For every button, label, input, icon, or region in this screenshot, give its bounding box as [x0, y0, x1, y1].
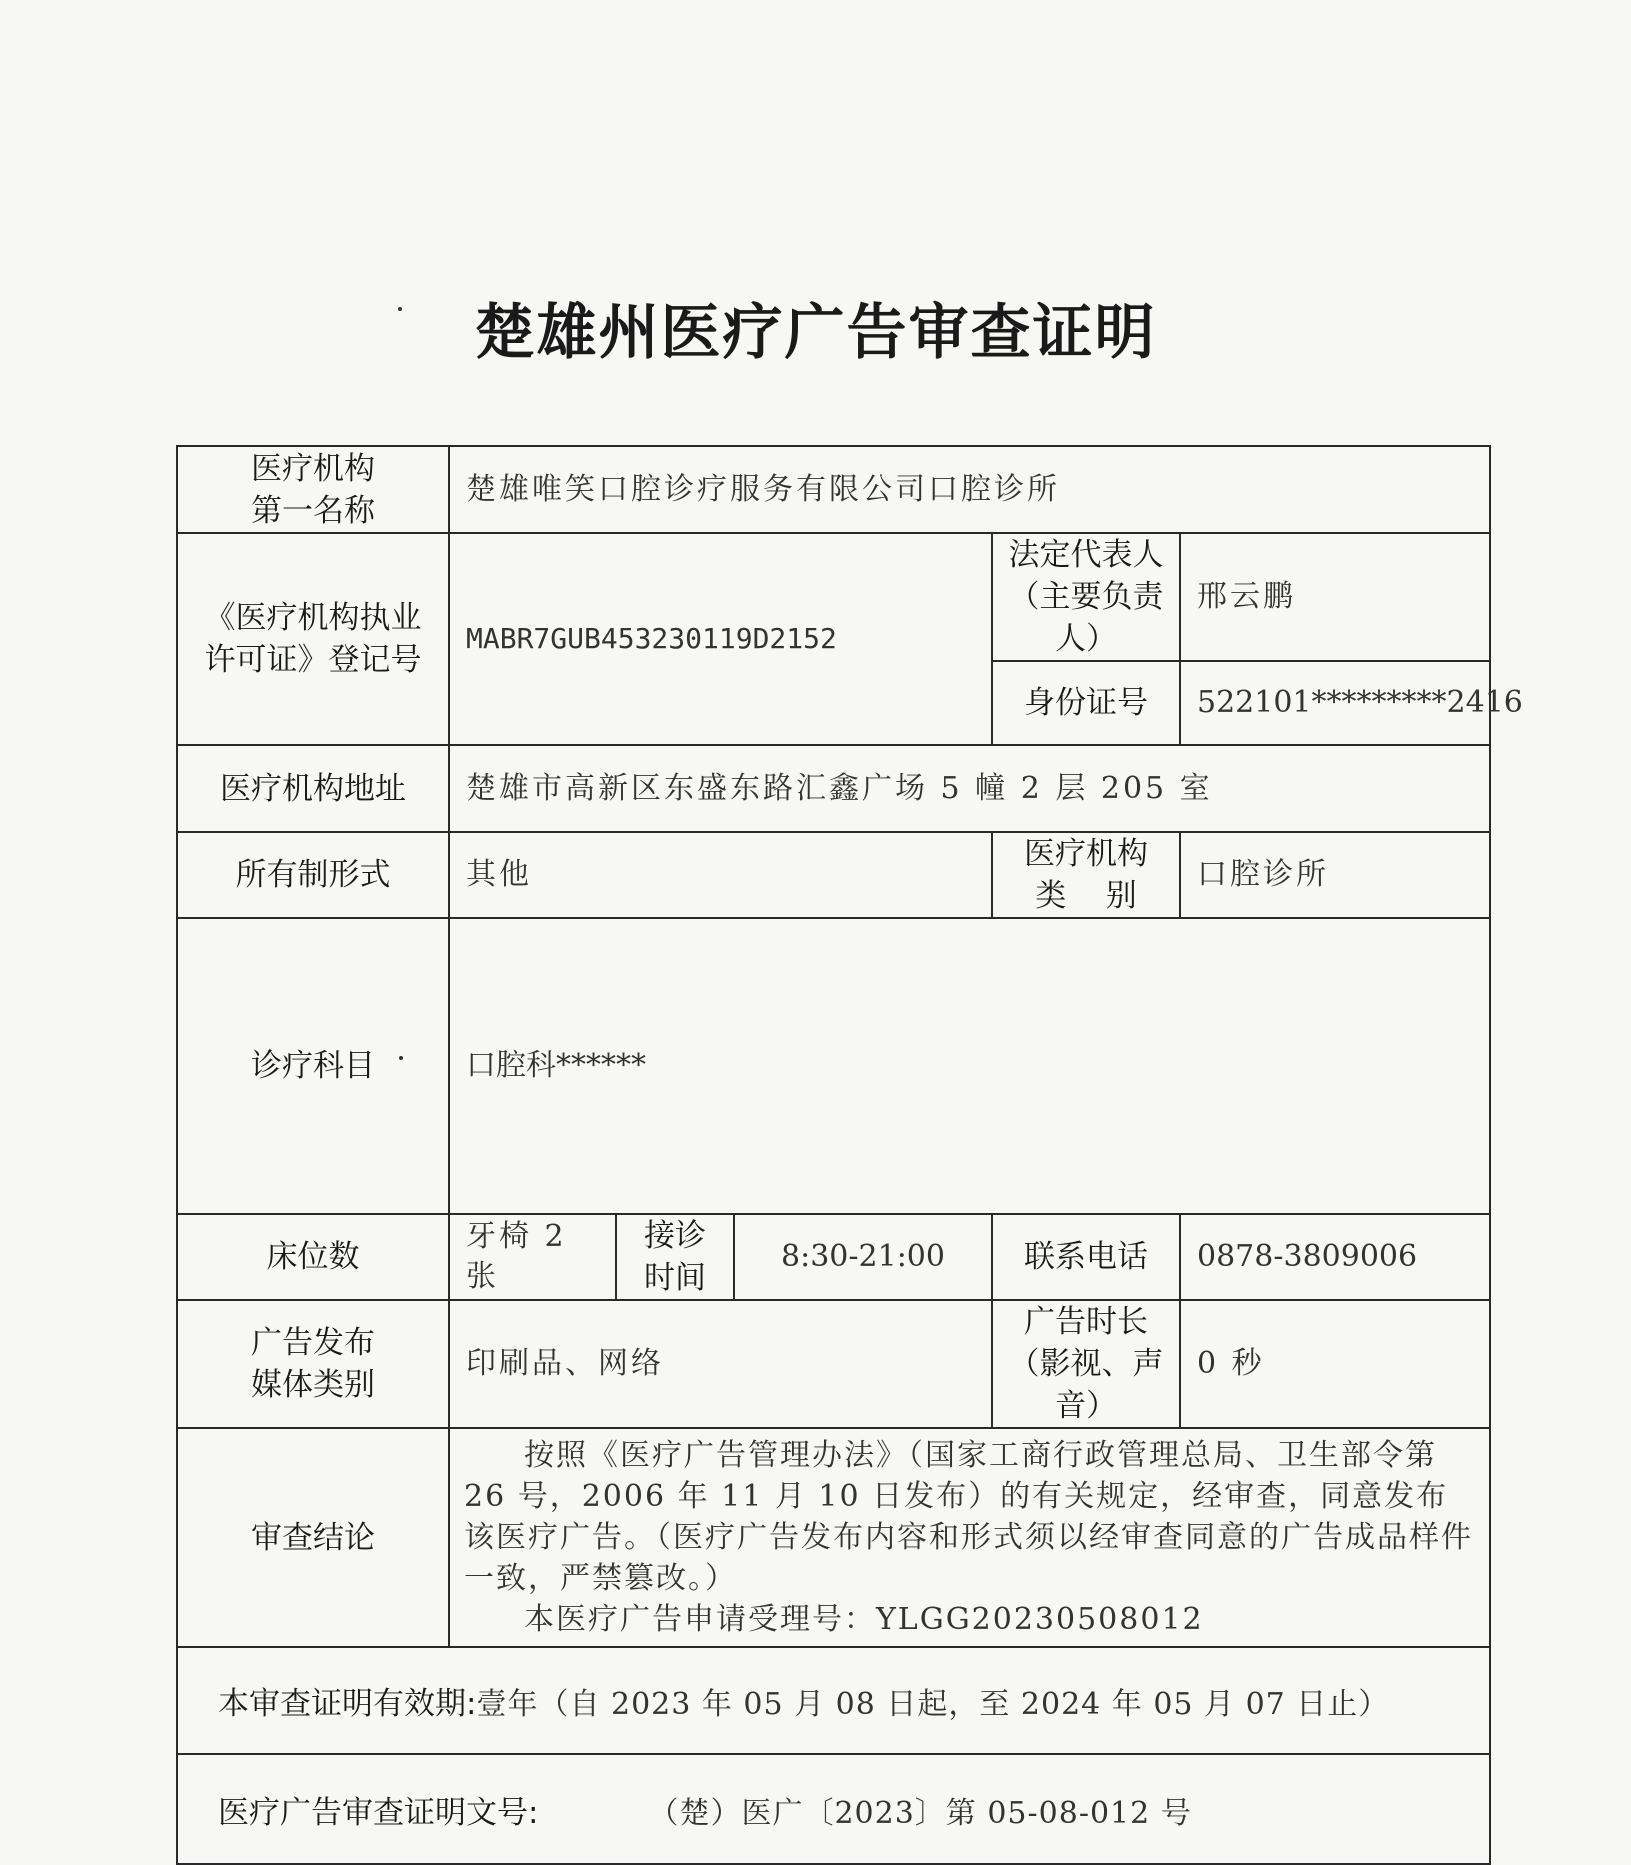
conclusion-label: 审查结论 — [177, 1428, 449, 1647]
row-beds-hours-phone — [177, 1214, 1490, 1300]
beds-label: 床位数 — [177, 1214, 449, 1300]
license-label: 《医疗机构执业 许可证》登记号 — [177, 533, 449, 745]
id-number-label: 身份证号 — [992, 661, 1180, 745]
category-label: 医疗机构 类 别 — [992, 832, 1180, 918]
row-departments — [177, 918, 1490, 1214]
row-license-rep — [177, 533, 1490, 661]
scan-dot — [398, 307, 402, 311]
page-title: 楚雄州医疗广告审查证明 — [474, 298, 1157, 368]
address-label: 医疗机构地址 — [177, 745, 449, 832]
validity-cell — [177, 1647, 1490, 1754]
duration-value: 0 秒 — [1180, 1300, 1490, 1428]
phone-value: 0878-3809006 — [1180, 1214, 1490, 1300]
doc-number-cell — [177, 1754, 1490, 1864]
media-value: 印刷品、网络 — [449, 1300, 992, 1428]
media-label: 广告发布 媒体类别 — [177, 1300, 449, 1428]
legal-rep-value: 邢云鹏 — [1180, 533, 1490, 661]
application-number: 本医疗广告申请受理号：YLGG20230508012 — [524, 1602, 1204, 1637]
license-value: MABR7GUB453230119D2152 — [449, 533, 992, 745]
institution-name-value: 楚雄唯笑口腔诊疗服务有限公司口腔诊所 — [449, 446, 1490, 533]
row-institution-name — [177, 446, 1490, 533]
legal-rep-label: 法定代表人 （主要负责人） — [992, 533, 1180, 661]
doc-number-label: 医疗广告审查证明文号: — [218, 1794, 539, 1831]
conclusion-cell — [449, 1428, 1490, 1647]
doc-number-value: （楚）医广〔2023〕第 05-08-012 号 — [648, 1795, 1192, 1831]
row-doc-number — [177, 1754, 1490, 1864]
hours-label: 接诊 时间 — [616, 1214, 734, 1300]
address-value: 楚雄市高新区东盛东路汇鑫广场 5 幢 2 层 205 室 — [449, 745, 1490, 832]
institution-name-label: 医疗机构 第一名称 — [177, 446, 449, 533]
row-validity — [177, 1647, 1490, 1754]
departments-value: 口腔科****** — [449, 918, 1490, 1214]
departments-label: 诊疗科目 — [177, 918, 449, 1214]
duration-label: 广告时长 （影视、声音） — [992, 1300, 1180, 1428]
validity-label: 本审查证明有效期: — [218, 1686, 477, 1722]
category-value: 口腔诊所 — [1180, 832, 1490, 918]
conclusion-text: 按照《医疗广告管理办法》（国家工商行政管理总局、卫生部令第 26 号，2006 年 11 月 10 日发布）的有关规定，经审查，同意发布该医疗广告。（医疗广告发布内容和形式须以经审查同意的广告成品样件一致，严禁篡改。） — [464, 1438, 1473, 1596]
ownership-value: 其他 — [449, 832, 992, 918]
row-conclusion — [177, 1428, 1490, 1647]
row-ownership-category — [177, 832, 1490, 918]
beds-value: 牙椅 2 张 — [449, 1214, 616, 1300]
row-media-duration — [177, 1300, 1490, 1428]
certificate-table — [176, 445, 1523, 1865]
phone-label: 联系电话 — [992, 1214, 1180, 1300]
ownership-label: 所有制形式 — [177, 832, 449, 918]
validity-value: 壹年（自 2023 年 05 月 08 日起，至 2024 年 05 月 07 日止） — [476, 1687, 1390, 1722]
hours-value: 8:30-21:00 — [734, 1214, 992, 1300]
row-address — [177, 745, 1490, 832]
id-number-value: 522101*********2416 — [1180, 661, 1490, 745]
